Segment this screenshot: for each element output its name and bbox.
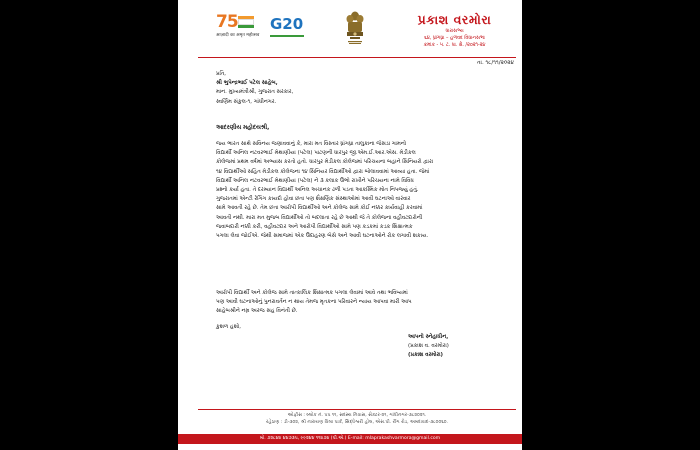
letter-page: [178, 0, 522, 450]
address-line: પ્રતિ,: [216, 71, 227, 77]
paragraph-line: આરોપી વિદ્યાર્થી અને કોલેજ સામે તાત્કાલિક શિક્ષાત્મક પગલા લેવામાં આવે તથા ભવિષ્યમાં: [216, 290, 408, 296]
salutation: આદરણીય મહોદયશ્રી,: [216, 125, 270, 131]
letter-date: તા. ૧૮/૧૧/૨૦૨૪: [476, 60, 514, 66]
closing-line: કુશળ હશો,: [216, 324, 241, 330]
paragraph-line: ગુજરાતમાં એન્ટી રેગિંગ કાયદો હોવા છતા પણ શૈક્ષણિક સંસ્થાઓમાં આવી ઘટનાઓ વારંવાર: [216, 196, 411, 203]
g20-underline: [270, 35, 304, 37]
header-divider: [198, 57, 516, 58]
mla-constituency: ૬૪, ધ્રાંગધ્રા – હળવદ વિધાનસભા: [424, 36, 485, 41]
signature-line: (પ્રકાશ વરમોરા): [408, 352, 443, 359]
footer-residence-address: રહેઠાણ : ડી-૩૦૨, શ્રી નારાયણ વિલા પાર્ક, સિદ્ધેશ્વરી હોલ, એસ.પી. રીંગ રોડ, અમદાવાદ-૩૮૦૦૬૦.: [265, 420, 449, 425]
paragraph-line: કોલેજમાં પ્રથમ વર્ષમાં અભ્યાસ કરતો હતો. ધારપુર મેડીકલ કોલેજમાં પરિચયના બહાને સિનિયરો દ્વારા: [216, 159, 434, 166]
header-logos: [216, 12, 356, 52]
paragraph-line: સાહેબશ્રીને નમ્ર અરજ સહ વિનંતી છે.: [216, 308, 298, 315]
address-line: માન. મુખ્યમંત્રીશ્રી, ગુજરાત સરકાર,: [216, 89, 294, 96]
paragraph-line: ૧૪ વિદ્યાર્થીઓ સહિત મેડીકલ કોલેજના ૧૪ સિનિયર વિદ્યાર્થીઓ દ્વારા બોલાવવામાં આવ્યા હતા. જેમાં: [216, 168, 430, 175]
g20-logo-icon: [270, 15, 316, 51]
mla-reference: ક્રમાંક - ૫. ટ. ધા. ક્ષે. /૨૦૨૧-૨૪: [423, 43, 486, 48]
signature-line: આપનો સ્નેહાધીન,: [408, 334, 449, 340]
footer-office-address: ઓફીસ : બ્લોક નં. ૫૫ ૧૧, સદસ્ય નિવાસ, સેક્ટર-૨૧, ગાંધીનગર-૩૮૨૦૨૧.: [287, 413, 427, 418]
recipient-address: [216, 70, 293, 107]
paragraph-line: પણ આવી ઘટનાઓનું પુનરાવર્તન ન થાય તેમજ મૃતકના પરિવારને ન્યાય આપવા મારી આપ: [216, 299, 412, 306]
paragraph-line: વિદ્યાર્થી અનિલ નટવરભાઈ મેથાણીયા (પટેલ) પાટણની ધારપુર જી.એમ.ઈ.આર.એસ. મેડીકલ: [216, 150, 416, 157]
paragraph-line: જય ભારત સાથે સવિનય જણાવવાનું કે, મારા મત વિસ્તાર ધ્રાંગધ્રા તાલુકાના જેસડા ગામનો: [216, 141, 407, 147]
signature-line: (પ્રકાશ વ. વરમોરા): [408, 343, 449, 350]
paragraph-line: જવાબદારી નક્કી કરી, વહીવટદાર અને આરોપી વિદ્યાર્થીઓ સામે પણ કડકમાં કડક શિક્ષાત્મક: [216, 223, 413, 230]
logo-azadi-tagline: आज़ादी का अमृत महोत्सव: [216, 33, 260, 38]
footer-divider: [198, 409, 516, 410]
mla-letterhead: [392, 12, 517, 49]
tricolor-flag-icon: [238, 16, 254, 26]
paragraph-line: આવતી નથી. મારા મત મુજબ વિદ્યાર્થીઓ તો બદલાતા રહે છે આથી જે તે કોલેજના વહીવટદારોની: [216, 214, 423, 221]
paragraph-line: પ્રશ્નો કર્યા હતા. તે દરમ્યાન વિદ્યાર્થી અનિલ અચાનક ઢળી પડતા આકસ્મિક મોત નિપજ્યું હતું.: [216, 187, 419, 194]
letter-paragraph: [216, 140, 512, 241]
paragraph-line: વિદ્યાર્થી અનિલ નટવરભાઈ મેથાણીયા (પટેલ) ને ૩ કલાક ઉભો રાખીને પરિચયના નામે વિવિધ: [216, 177, 414, 184]
footer-contact-bar: મો. ૭૨૮૪૪ ૪૪૭૩૫, ૯૯૨૪૪ ૧૧૪૭૪ (પી.એ.) E-mail: mlaprakashvarmora@gmail.com: [178, 434, 522, 444]
address-line: સ્વર્ણિમ સંકુલ-૧, ગાંધીનગર.: [216, 98, 277, 105]
paragraph-line: સામે આવતી રહે છે. તેમ છતા આરોપી વિદ્યાર્થીઓ અને કોલેજ સામે કોઈ નક્કર કાર્યવાહી કરવામાં: [216, 205, 423, 212]
logo-azadi-number: 75: [216, 12, 238, 32]
mla-title: ધારાસભ્ય: [445, 29, 464, 34]
signature-block: [408, 333, 449, 361]
paragraph-line: પગલા લેવા જોઈએ. જેથી સમાજમાં એક ઉદાહરણ બેસે અને આવી ઘટનાઓને રોક લગાવી શકાય.: [216, 233, 429, 240]
letter-paragraph: [216, 289, 512, 317]
state-emblem-icon: [344, 10, 366, 46]
logo-g20-text: G20: [270, 15, 304, 33]
mla-name: પ્રકાશ વરમોરા: [417, 12, 492, 27]
address-line: શ્રી ભુપેન્દ્રભાઈ પટેલ સાહેબ,: [216, 80, 278, 87]
azadi-amrit-logo-icon: [216, 12, 262, 52]
